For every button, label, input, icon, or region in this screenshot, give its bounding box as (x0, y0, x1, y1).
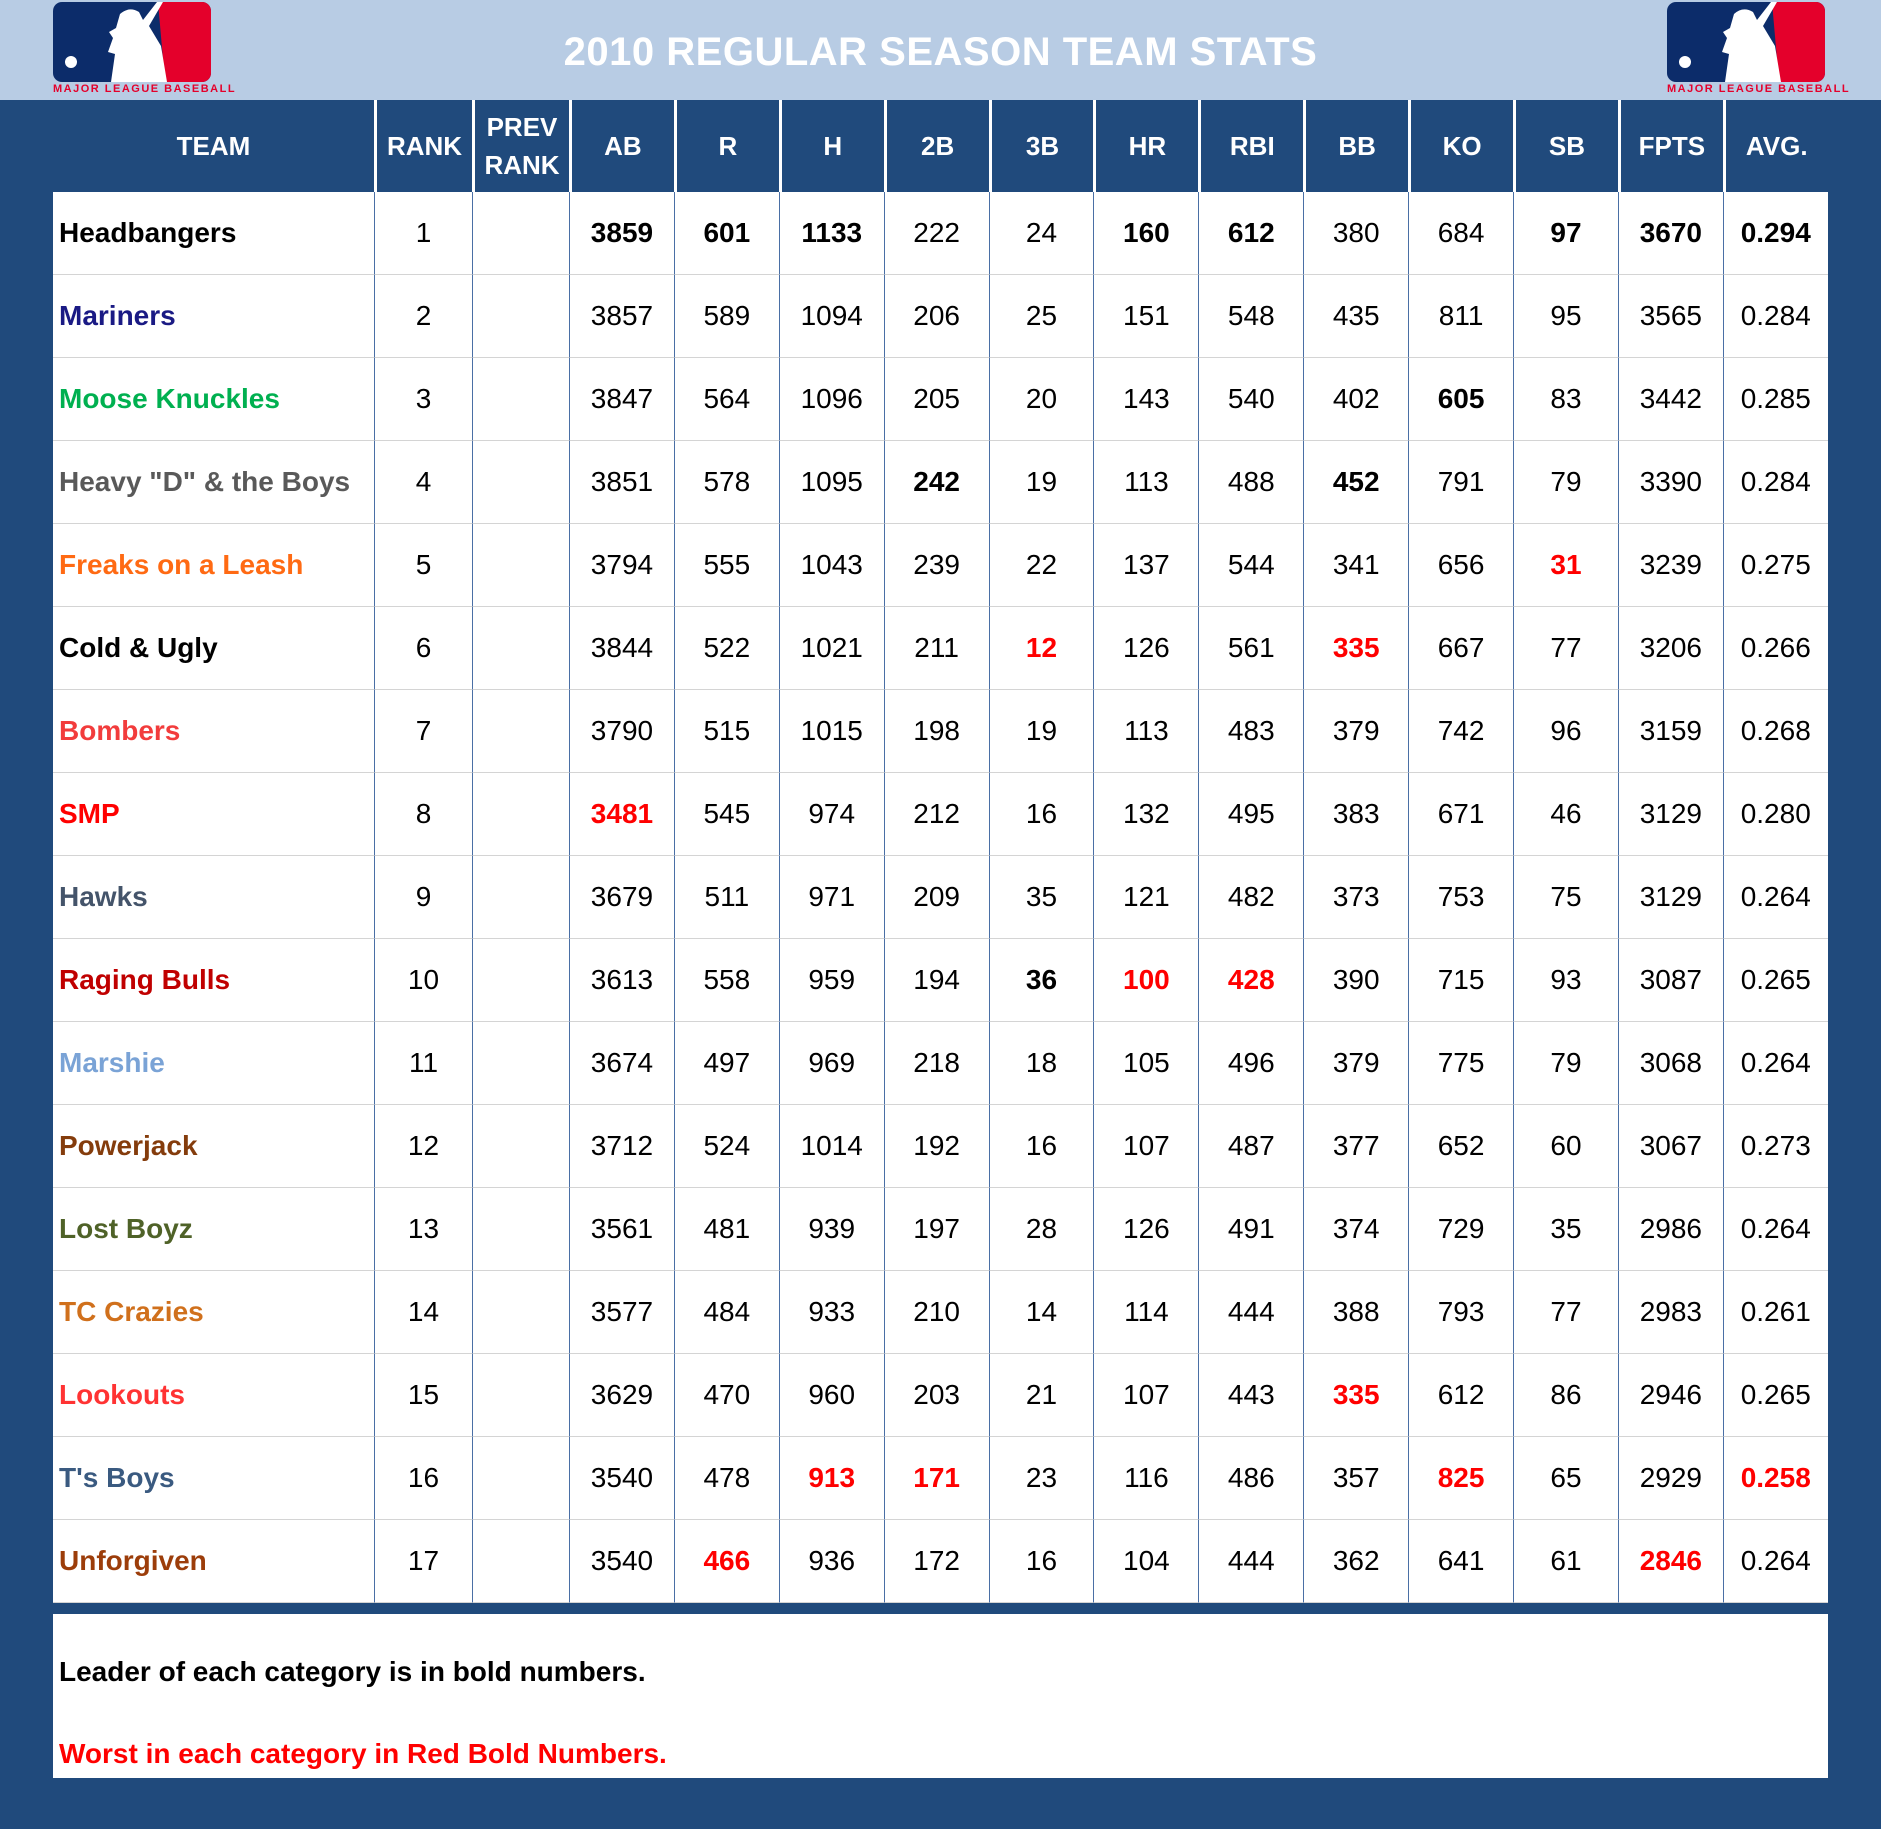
stat-ab-cell: 3540 (569, 1437, 674, 1520)
stat-avg-cell: 0.265 (1723, 939, 1828, 1022)
stat-hr-cell: 160 (1093, 192, 1198, 275)
rank-cell: 10 (374, 939, 472, 1022)
team-name: TC Crazies (53, 1271, 374, 1354)
stat-ab-cell: 3844 (569, 607, 674, 690)
stat-3b-cell: 16 (989, 1105, 1094, 1188)
stat-ko-cell: 791 (1408, 441, 1513, 524)
stat-2b-cell: 206 (884, 275, 989, 358)
stat-ab-cell: 3629 (569, 1354, 674, 1437)
team-name: Marshie (53, 1022, 374, 1105)
stat-bb-cell: 377 (1303, 1105, 1408, 1188)
stat-hr-cell: 126 (1093, 1188, 1198, 1271)
stat-hr-cell: 132 (1093, 773, 1198, 856)
stat-avg-cell: 0.268 (1723, 690, 1828, 773)
stat-2b-cell: 205 (884, 358, 989, 441)
stat-r-cell: 524 (674, 1105, 779, 1188)
prev-rank-cell (472, 192, 569, 275)
column-header-avg[interactable]: AVG. (1723, 100, 1828, 192)
column-header-prev-rank[interactable]: PREV RANK (472, 100, 569, 192)
column-header-fpts[interactable]: FPTS (1618, 100, 1723, 192)
column-header-sb[interactable]: SB (1513, 100, 1618, 192)
stat-2b-cell: 242 (884, 441, 989, 524)
stat-bb-cell: 402 (1303, 358, 1408, 441)
logo-text: MAJOR LEAGUE BASEBALL (53, 83, 237, 95)
stat-fpts-cell: 3129 (1618, 773, 1723, 856)
rank-cell: 6 (374, 607, 472, 690)
stat-bb-cell: 390 (1303, 939, 1408, 1022)
stat-fpts-cell: 2986 (1618, 1188, 1723, 1271)
team-name: Unforgiven (53, 1520, 374, 1603)
stat-ko-cell: 612 (1408, 1354, 1513, 1437)
stat-ko-cell: 652 (1408, 1105, 1513, 1188)
stat-h-cell: 969 (779, 1022, 884, 1105)
stat-sb-cell: 77 (1513, 1271, 1618, 1354)
team-name: Powerjack (53, 1105, 374, 1188)
stat-rbi-cell: 444 (1198, 1520, 1303, 1603)
rank-cell: 12 (374, 1105, 472, 1188)
rank-cell: 11 (374, 1022, 472, 1105)
mlb-logo-icon (53, 2, 211, 82)
stat-h-cell: 1096 (779, 358, 884, 441)
stat-3b-cell: 12 (989, 607, 1094, 690)
stat-fpts-cell: 3565 (1618, 275, 1723, 358)
stat-ko-cell: 684 (1408, 192, 1513, 275)
stat-r-cell: 578 (674, 441, 779, 524)
stat-ko-cell: 775 (1408, 1022, 1513, 1105)
prev-rank-cell (472, 1354, 569, 1437)
column-header-r[interactable]: R (674, 100, 779, 192)
stat-fpts-cell: 2929 (1618, 1437, 1723, 1520)
prev-rank-cell (472, 1271, 569, 1354)
stat-2b-cell: 212 (884, 773, 989, 856)
stat-rbi-cell: 612 (1198, 192, 1303, 275)
stat-2b-cell: 172 (884, 1520, 989, 1603)
stat-avg-cell: 0.264 (1723, 1520, 1828, 1603)
stat-2b-cell: 210 (884, 1271, 989, 1354)
stat-hr-cell: 126 (1093, 607, 1198, 690)
legend-notes (53, 1614, 1828, 1778)
mlb-logo-icon (1667, 2, 1825, 82)
stat-ab-cell: 3857 (569, 275, 674, 358)
stat-3b-cell: 19 (989, 690, 1094, 773)
stat-hr-cell: 116 (1093, 1437, 1198, 1520)
stat-avg-cell: 0.266 (1723, 607, 1828, 690)
stat-ab-cell: 3851 (569, 441, 674, 524)
stat-avg-cell: 0.265 (1723, 1354, 1828, 1437)
rank-cell: 16 (374, 1437, 472, 1520)
stat-r-cell: 589 (674, 275, 779, 358)
stat-ab-cell: 3540 (569, 1520, 674, 1603)
stat-sb-cell: 77 (1513, 607, 1618, 690)
stat-ko-cell: 825 (1408, 1437, 1513, 1520)
stat-rbi-cell: 483 (1198, 690, 1303, 773)
stat-r-cell: 470 (674, 1354, 779, 1437)
stat-r-cell: 515 (674, 690, 779, 773)
stat-bb-cell: 335 (1303, 1354, 1408, 1437)
rank-cell: 13 (374, 1188, 472, 1271)
stat-avg-cell: 0.284 (1723, 441, 1828, 524)
stat-avg-cell: 0.284 (1723, 275, 1828, 358)
stat-hr-cell: 107 (1093, 1354, 1198, 1437)
stat-3b-cell: 21 (989, 1354, 1094, 1437)
column-header-3b[interactable]: 3B (989, 100, 1094, 192)
stat-2b-cell: 192 (884, 1105, 989, 1188)
rank-cell: 5 (374, 524, 472, 607)
stat-2b-cell: 171 (884, 1437, 989, 1520)
stat-r-cell: 484 (674, 1271, 779, 1354)
stat-3b-cell: 14 (989, 1271, 1094, 1354)
column-header-h[interactable]: H (779, 100, 884, 192)
stat-rbi-cell: 488 (1198, 441, 1303, 524)
stat-avg-cell: 0.264 (1723, 856, 1828, 939)
stat-bb-cell: 357 (1303, 1437, 1408, 1520)
stat-bb-cell: 374 (1303, 1188, 1408, 1271)
stat-fpts-cell: 2846 (1618, 1520, 1723, 1603)
stat-bb-cell: 383 (1303, 773, 1408, 856)
stat-rbi-cell: 428 (1198, 939, 1303, 1022)
stat-ab-cell: 3613 (569, 939, 674, 1022)
stat-hr-cell: 100 (1093, 939, 1198, 1022)
stat-ab-cell: 3790 (569, 690, 674, 773)
column-header-rank[interactable]: RANK (374, 100, 472, 192)
stat-ab-cell: 3712 (569, 1105, 674, 1188)
stat-3b-cell: 23 (989, 1437, 1094, 1520)
stat-ab-cell: 3561 (569, 1188, 674, 1271)
stat-ko-cell: 753 (1408, 856, 1513, 939)
team-name: SMP (53, 773, 374, 856)
team-name: Freaks on a Leash (53, 524, 374, 607)
prev-rank-cell (472, 856, 569, 939)
prev-rank-cell (472, 1437, 569, 1520)
team-name: Bombers (53, 690, 374, 773)
stat-sb-cell: 75 (1513, 856, 1618, 939)
stat-h-cell: 971 (779, 856, 884, 939)
prev-rank-cell (472, 773, 569, 856)
stat-avg-cell: 0.294 (1723, 192, 1828, 275)
stat-fpts-cell: 3670 (1618, 192, 1723, 275)
stat-r-cell: 466 (674, 1520, 779, 1603)
stat-2b-cell: 211 (884, 607, 989, 690)
stat-sb-cell: 46 (1513, 773, 1618, 856)
stat-hr-cell: 113 (1093, 441, 1198, 524)
stat-rbi-cell: 443 (1198, 1354, 1303, 1437)
stat-2b-cell: 203 (884, 1354, 989, 1437)
stat-ab-cell: 3577 (569, 1271, 674, 1354)
prev-rank-cell (472, 690, 569, 773)
stat-hr-cell: 143 (1093, 358, 1198, 441)
team-name: Hawks (53, 856, 374, 939)
rank-cell: 15 (374, 1354, 472, 1437)
stat-h-cell: 933 (779, 1271, 884, 1354)
stat-sb-cell: 79 (1513, 441, 1618, 524)
stat-rbi-cell: 487 (1198, 1105, 1303, 1188)
stat-bb-cell: 435 (1303, 275, 1408, 358)
stat-sb-cell: 31 (1513, 524, 1618, 607)
mlb-logo-right (1667, 2, 1851, 98)
stat-r-cell: 511 (674, 856, 779, 939)
stat-avg-cell: 0.275 (1723, 524, 1828, 607)
stat-h-cell: 1015 (779, 690, 884, 773)
stat-ko-cell: 811 (1408, 275, 1513, 358)
prev-rank-cell (472, 1105, 569, 1188)
stat-bb-cell: 379 (1303, 1022, 1408, 1105)
stat-sb-cell: 96 (1513, 690, 1618, 773)
stat-2b-cell: 209 (884, 856, 989, 939)
column-header-ko[interactable]: KO (1408, 100, 1513, 192)
stat-bb-cell: 380 (1303, 192, 1408, 275)
rank-cell: 4 (374, 441, 472, 524)
team-name: Headbangers (53, 192, 374, 275)
stat-sb-cell: 65 (1513, 1437, 1618, 1520)
stat-bb-cell: 335 (1303, 607, 1408, 690)
stat-3b-cell: 22 (989, 524, 1094, 607)
logo-text: MAJOR LEAGUE BASEBALL (1667, 83, 1851, 95)
team-name: Lost Boyz (53, 1188, 374, 1271)
stat-ko-cell: 667 (1408, 607, 1513, 690)
stat-rbi-cell: 540 (1198, 358, 1303, 441)
stat-ko-cell: 605 (1408, 358, 1513, 441)
rank-cell: 8 (374, 773, 472, 856)
team-name: Cold & Ugly (53, 607, 374, 690)
stat-avg-cell: 0.258 (1723, 1437, 1828, 1520)
stat-h-cell: 936 (779, 1520, 884, 1603)
column-header-2b[interactable]: 2B (884, 100, 989, 192)
stat-ko-cell: 656 (1408, 524, 1513, 607)
stat-rbi-cell: 548 (1198, 275, 1303, 358)
prev-rank-cell (472, 441, 569, 524)
page-title: 2010 REGULAR SEASON TEAM STATS (563, 30, 1318, 74)
stat-avg-cell: 0.264 (1723, 1022, 1828, 1105)
stat-fpts-cell: 3068 (1618, 1022, 1723, 1105)
stat-ko-cell: 641 (1408, 1520, 1513, 1603)
team-stats-table (53, 100, 1828, 1603)
stat-hr-cell: 105 (1093, 1022, 1198, 1105)
stat-fpts-cell: 3159 (1618, 690, 1723, 773)
stat-rbi-cell: 486 (1198, 1437, 1303, 1520)
stat-avg-cell: 0.273 (1723, 1105, 1828, 1188)
stat-ko-cell: 742 (1408, 690, 1513, 773)
stat-h-cell: 974 (779, 773, 884, 856)
stat-ab-cell: 3481 (569, 773, 674, 856)
team-name: Lookouts (53, 1354, 374, 1437)
stat-bb-cell: 341 (1303, 524, 1408, 607)
stat-ab-cell: 3674 (569, 1022, 674, 1105)
stat-3b-cell: 24 (989, 192, 1094, 275)
stat-sb-cell: 60 (1513, 1105, 1618, 1188)
stat-sb-cell: 93 (1513, 939, 1618, 1022)
team-name: Moose Knuckles (53, 358, 374, 441)
stat-bb-cell: 362 (1303, 1520, 1408, 1603)
stat-ko-cell: 729 (1408, 1188, 1513, 1271)
stat-rbi-cell: 561 (1198, 607, 1303, 690)
stat-3b-cell: 25 (989, 275, 1094, 358)
stat-hr-cell: 137 (1093, 524, 1198, 607)
rank-cell: 17 (374, 1520, 472, 1603)
stat-2b-cell: 198 (884, 690, 989, 773)
prev-rank-cell (472, 524, 569, 607)
column-header-ab[interactable]: AB (569, 100, 674, 192)
stat-fpts-cell: 3390 (1618, 441, 1723, 524)
stat-ab-cell: 3859 (569, 192, 674, 275)
stat-avg-cell: 0.280 (1723, 773, 1828, 856)
stat-fpts-cell: 2983 (1618, 1271, 1723, 1354)
stat-3b-cell: 35 (989, 856, 1094, 939)
prev-rank-cell (472, 607, 569, 690)
prev-rank-cell (472, 1520, 569, 1603)
stat-bb-cell: 388 (1303, 1271, 1408, 1354)
stat-3b-cell: 36 (989, 939, 1094, 1022)
prev-rank-cell (472, 1022, 569, 1105)
stat-r-cell: 522 (674, 607, 779, 690)
prev-rank-cell (472, 1188, 569, 1271)
stat-fpts-cell: 3206 (1618, 607, 1723, 690)
stat-hr-cell: 107 (1093, 1105, 1198, 1188)
stat-3b-cell: 20 (989, 358, 1094, 441)
stat-3b-cell: 18 (989, 1022, 1094, 1105)
stat-r-cell: 545 (674, 773, 779, 856)
rank-cell: 3 (374, 358, 472, 441)
stat-avg-cell: 0.264 (1723, 1188, 1828, 1271)
stat-sb-cell: 61 (1513, 1520, 1618, 1603)
stat-avg-cell: 0.285 (1723, 358, 1828, 441)
stat-h-cell: 939 (779, 1188, 884, 1271)
column-header-team[interactable]: TEAM (176, 131, 251, 161)
stat-sb-cell: 97 (1513, 192, 1618, 275)
worst-note: Worst in each category in Red Bold Numbers. (59, 1738, 667, 1769)
stat-3b-cell: 16 (989, 1520, 1094, 1603)
stat-2b-cell: 222 (884, 192, 989, 275)
stat-r-cell: 478 (674, 1437, 779, 1520)
stat-r-cell: 555 (674, 524, 779, 607)
stat-sb-cell: 83 (1513, 358, 1618, 441)
stat-h-cell: 1014 (779, 1105, 884, 1188)
stat-r-cell: 564 (674, 358, 779, 441)
stat-h-cell: 959 (779, 939, 884, 1022)
column-header-hr[interactable]: HR (1093, 100, 1198, 192)
stat-r-cell: 481 (674, 1188, 779, 1271)
team-name: T's Boys (53, 1437, 374, 1520)
stat-hr-cell: 114 (1093, 1271, 1198, 1354)
stat-h-cell: 960 (779, 1354, 884, 1437)
stat-rbi-cell: 444 (1198, 1271, 1303, 1354)
stat-3b-cell: 16 (989, 773, 1094, 856)
team-name: Mariners (53, 275, 374, 358)
stat-bb-cell: 373 (1303, 856, 1408, 939)
stat-avg-cell: 0.261 (1723, 1271, 1828, 1354)
stat-hr-cell: 151 (1093, 275, 1198, 358)
stat-2b-cell: 218 (884, 1022, 989, 1105)
stat-h-cell: 1021 (779, 607, 884, 690)
column-header-rbi[interactable]: RBI (1198, 100, 1303, 192)
stat-rbi-cell: 544 (1198, 524, 1303, 607)
prev-rank-cell (472, 358, 569, 441)
mlb-logo-left (53, 2, 237, 98)
stat-rbi-cell: 496 (1198, 1022, 1303, 1105)
rank-cell: 1 (374, 192, 472, 275)
team-name: Raging Bulls (53, 939, 374, 1022)
prev-rank-cell (472, 939, 569, 1022)
stat-sb-cell: 35 (1513, 1188, 1618, 1271)
stat-hr-cell: 113 (1093, 690, 1198, 773)
stat-ko-cell: 793 (1408, 1271, 1513, 1354)
stat-h-cell: 913 (779, 1437, 884, 1520)
stat-ab-cell: 3794 (569, 524, 674, 607)
rank-cell: 9 (374, 856, 472, 939)
stat-fpts-cell: 3129 (1618, 856, 1723, 939)
stat-2b-cell: 239 (884, 524, 989, 607)
stat-ko-cell: 671 (1408, 773, 1513, 856)
stat-h-cell: 1095 (779, 441, 884, 524)
stat-2b-cell: 194 (884, 939, 989, 1022)
stat-bb-cell: 379 (1303, 690, 1408, 773)
stat-rbi-cell: 491 (1198, 1188, 1303, 1271)
stat-h-cell: 1043 (779, 524, 884, 607)
stat-ab-cell: 3679 (569, 856, 674, 939)
stat-bb-cell: 452 (1303, 441, 1408, 524)
stat-hr-cell: 104 (1093, 1520, 1198, 1603)
rank-cell: 14 (374, 1271, 472, 1354)
prev-rank-cell (472, 275, 569, 358)
stat-fpts-cell: 3087 (1618, 939, 1723, 1022)
stat-h-cell: 1133 (779, 192, 884, 275)
rank-cell: 2 (374, 275, 472, 358)
stat-fpts-cell: 2946 (1618, 1354, 1723, 1437)
stat-h-cell: 1094 (779, 275, 884, 358)
stat-rbi-cell: 482 (1198, 856, 1303, 939)
stat-r-cell: 601 (674, 192, 779, 275)
rank-cell: 7 (374, 690, 472, 773)
stat-ko-cell: 715 (1408, 939, 1513, 1022)
stat-fpts-cell: 3067 (1618, 1105, 1723, 1188)
stat-sb-cell: 79 (1513, 1022, 1618, 1105)
stat-sb-cell: 95 (1513, 275, 1618, 358)
stat-3b-cell: 28 (989, 1188, 1094, 1271)
leader-note: Leader of each category is in bold numbers. (59, 1656, 646, 1687)
team-name: Heavy "D" & the Boys (53, 441, 374, 524)
stat-sb-cell: 86 (1513, 1354, 1618, 1437)
stat-2b-cell: 197 (884, 1188, 989, 1271)
stat-3b-cell: 19 (989, 441, 1094, 524)
stat-fpts-cell: 3442 (1618, 358, 1723, 441)
stat-ab-cell: 3847 (569, 358, 674, 441)
stat-r-cell: 558 (674, 939, 779, 1022)
stat-r-cell: 497 (674, 1022, 779, 1105)
stat-hr-cell: 121 (1093, 856, 1198, 939)
stat-rbi-cell: 495 (1198, 773, 1303, 856)
column-header-bb[interactable]: BB (1303, 100, 1408, 192)
stat-fpts-cell: 3239 (1618, 524, 1723, 607)
